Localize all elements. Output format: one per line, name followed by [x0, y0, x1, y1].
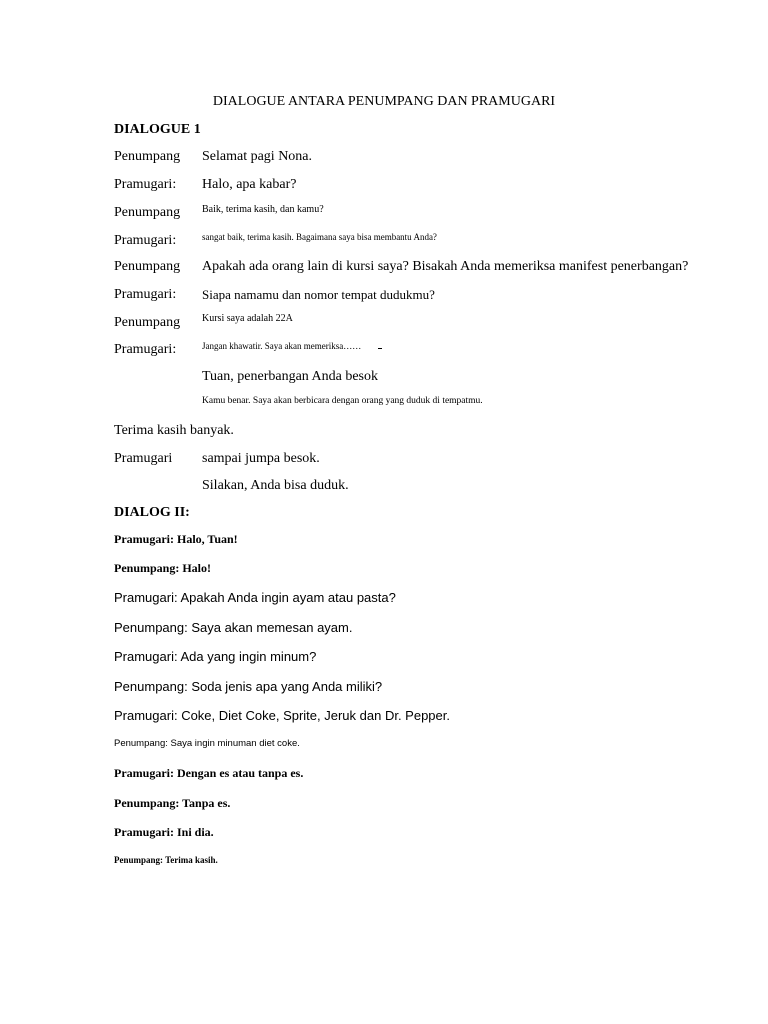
dialogue2-line: Pramugari: Halo, Tuan! [114, 532, 238, 546]
dialogue1-speaker: Pramugari: [114, 177, 177, 192]
dialogue2-heading: DIALOG II: [114, 505, 190, 520]
dialogue1-text: Siapa namamu dan nomor tempat dudukmu? [202, 287, 435, 302]
dialogue1-text: Halo, apa kabar? [202, 177, 297, 192]
dialogue1-speaker: Penumpang [114, 315, 181, 330]
dialogue1-speaker: Penumpang [114, 149, 181, 164]
dialogue1-text: sangat baik, terima kasih. Bagaimana saya bisa membantu Anda? [202, 232, 437, 242]
dialogue2-line: Penumpang: Halo! [114, 561, 212, 575]
dialogue1-standalone-line: Terima kasih banyak. [114, 423, 234, 438]
dialogue1-heading: DIALOGUE 1 [114, 122, 201, 137]
dialogue1-speaker: Penumpang [114, 259, 181, 274]
dialogue2-line: Pramugari: Coke, Diet Coke, Sprite, Jeruk dan Dr. Pepper. [114, 708, 450, 723]
dialogue1-speaker: Pramugari: [114, 342, 177, 357]
dialogue2-line: Penumpang: Saya akan memesan ayam. [114, 620, 353, 635]
dialogue1-text: Tuan, penerbangan Anda besok [202, 369, 379, 384]
dialogue1-text: Kamu benar. Saya akan berbicara dengan orang yang duduk di tempatmu. [202, 396, 483, 406]
dialogue1-speaker: Penumpang [114, 205, 181, 220]
tiny-dash-mark [378, 348, 382, 349]
dialogue1-text: Baik, terima kasih, dan kamu? [202, 204, 324, 215]
dialogue1-text: Kursi saya adalah 22A [202, 313, 293, 324]
dialogue1-text: Selamat pagi Nona. [202, 149, 313, 164]
document-title: DIALOGUE ANTARA PENUMPANG DAN PRAMUGARI [212, 94, 556, 109]
dialogue1-text: Silakan, Anda bisa duduk. [202, 478, 349, 493]
dialogue2-line: Penumpang: Tanpa es. [114, 796, 231, 810]
dialogue1-speaker: Pramugari: [114, 287, 177, 302]
dialogue2-line: Pramugari: Apakah Anda ingin ayam atau pasta? [114, 590, 396, 605]
dialogue2-line: Pramugari: Dengan es atau tanpa es. [114, 766, 304, 780]
dialogue1-text: sampai jumpa besok. [202, 451, 320, 466]
dialogue2-line: Penumpang: Terima kasih. [114, 855, 218, 865]
dialogue1-speaker: Pramugari [114, 451, 173, 466]
dialogue2-line: Penumpang: Soda jenis apa yang Anda miliki? [114, 679, 383, 694]
dialogue2-line: Pramugari: Ini dia. [114, 825, 214, 839]
dialogue1-speaker: Pramugari: [114, 233, 177, 248]
dialogue1-text: Jangan khawatir. Saya akan memeriksa…… [202, 341, 362, 351]
dialogue2-line: Pramugari: Ada yang ingin minum? [114, 649, 317, 664]
dialogue1-text: Apakah ada orang lain di kursi saya? Bisakah Anda memeriksa manifest penerbangan? [202, 259, 689, 274]
dialogue2-line: Penumpang: Saya ingin minuman diet coke. [114, 738, 300, 749]
